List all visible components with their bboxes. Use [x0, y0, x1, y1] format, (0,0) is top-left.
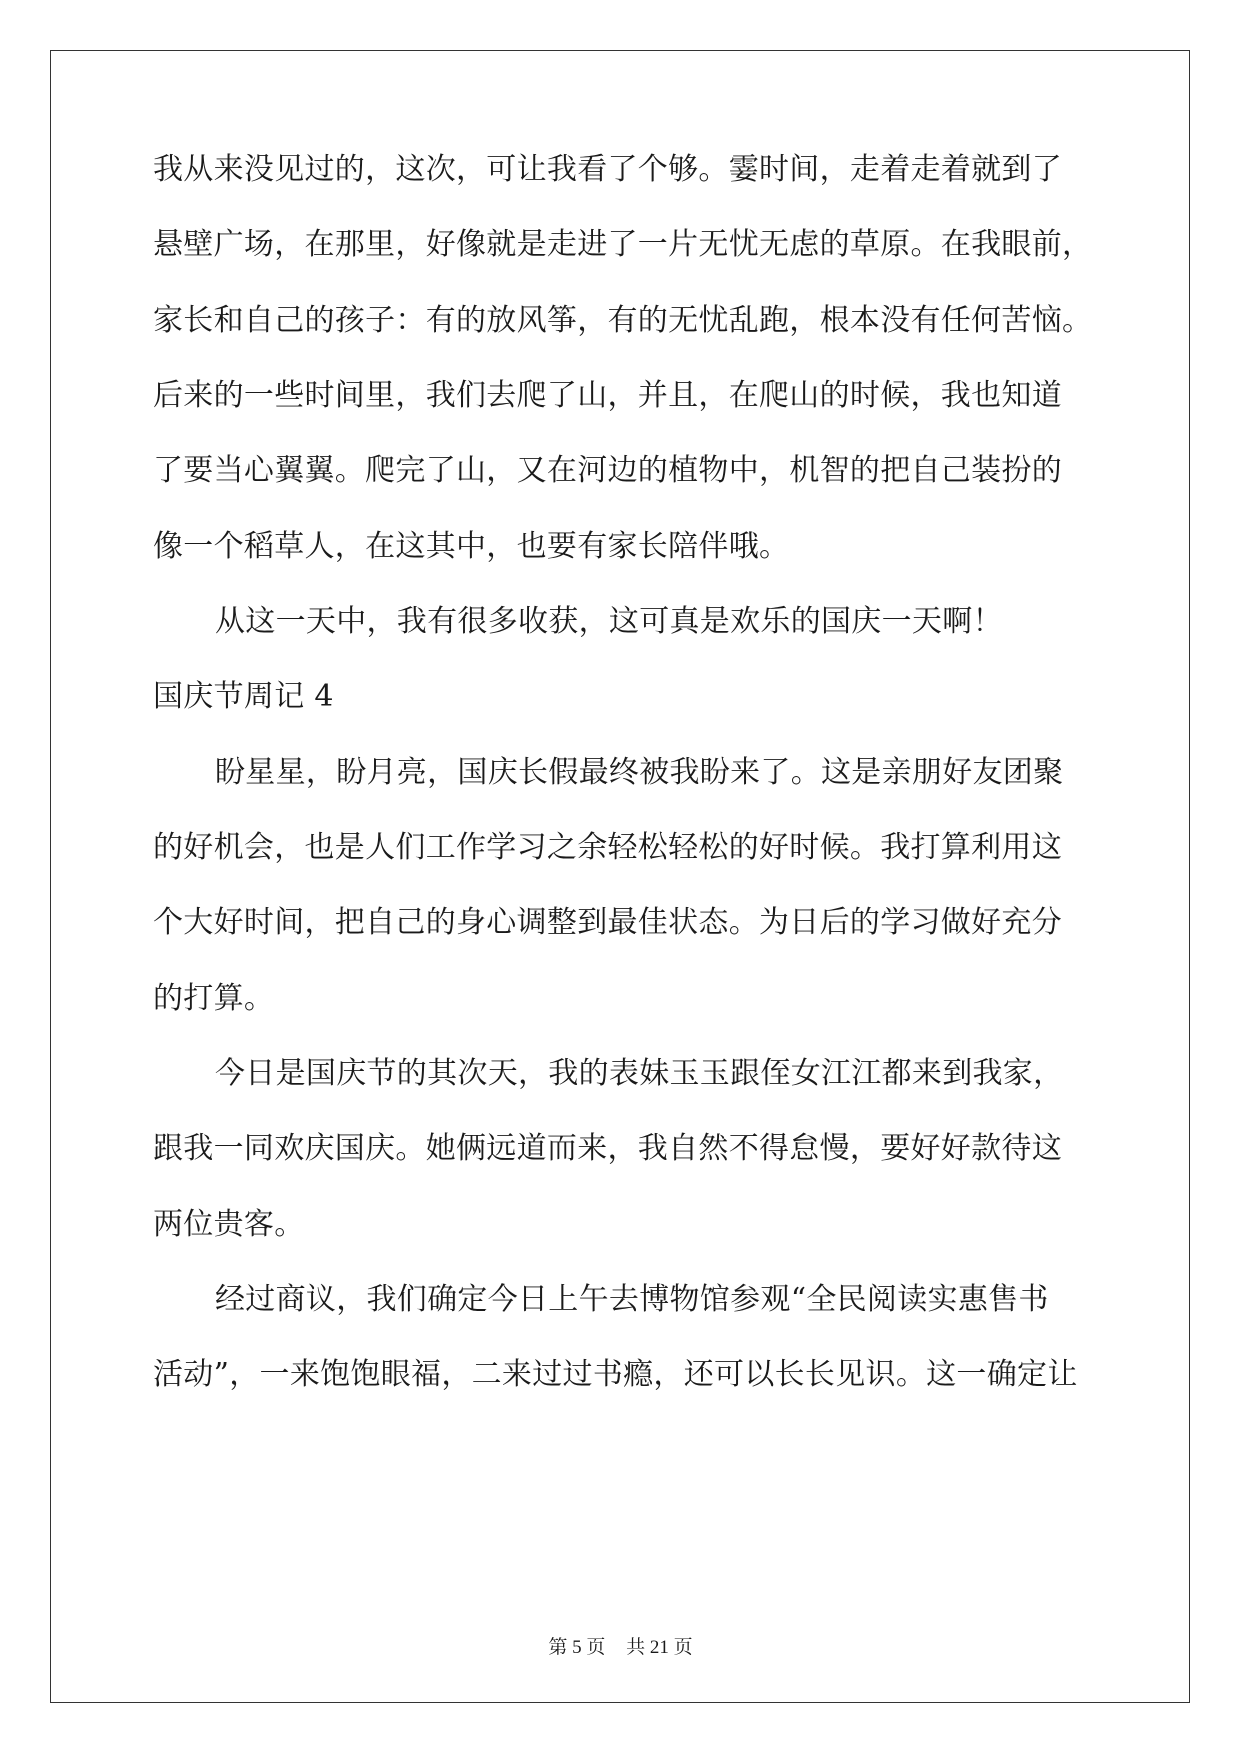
text-line: 的打算。	[153, 981, 275, 1016]
page-total: 共 21 页	[626, 1637, 693, 1658]
paragraph-first-line: 今日是国庆节的其次天，我的表妹玉玉跟侄女江江都来到我家，	[215, 1056, 1064, 1091]
text-line: 个大好时间，把自己的身心调整到最佳状态。为日后的学习做好充分	[153, 905, 1062, 940]
text-line: 后来的一些时间里，我们去爬了山，并且，在爬山的时候，我也知道	[153, 378, 1062, 413]
paragraph-first-line: 盼星星，盼月亮，国庆长假最终被我盼来了。这是亲朋好友团聚	[215, 755, 1064, 790]
paragraph-first-line: 从这一天中，我有很多收获，这可真是欢乐的国庆一天啊！	[215, 604, 1003, 639]
section-heading: 国庆节周记 4	[153, 679, 334, 714]
text-line: 跟我一同欢庆国庆。她俩远道而来，我自然不得怠慢，要好好款待这	[153, 1131, 1062, 1166]
text-line: 我从来没见过的，这次，可让我看了个够。霎时间，走着走着就到了	[153, 152, 1062, 187]
text-line: 的好机会，也是人们工作学习之余轻松轻松的好时候。我打算利用这	[153, 830, 1062, 865]
text-line: 悬壁广场，在那里，好像就是走进了一片无忧无虑的草原。在我眼前，	[153, 227, 1093, 262]
text-line: 了要当心翼翼。爬完了山，又在河边的植物中，机智的把自己装扮的	[153, 453, 1062, 488]
page-border	[50, 50, 1190, 1703]
text-line: 两位贵客。	[153, 1207, 305, 1242]
page-number: 第 5 页	[548, 1637, 606, 1658]
text-line: 家长和自己的孩子：有的放风筝，有的无忧乱跑，根本没有任何苦恼。	[153, 303, 1093, 338]
text-line: 活动”，一来饱饱眼福，二来过过书瘾，还可以长长见识。这一确定让	[153, 1357, 1078, 1392]
text-line: 像一个稻草人，在这其中，也要有家长陪伴哦。	[153, 529, 790, 564]
page-footer	[0, 1632, 1241, 1659]
paragraph-first-line: 经过商议，我们确定今日上午去博物馆参观“全民阅读实惠售书	[215, 1282, 1049, 1317]
